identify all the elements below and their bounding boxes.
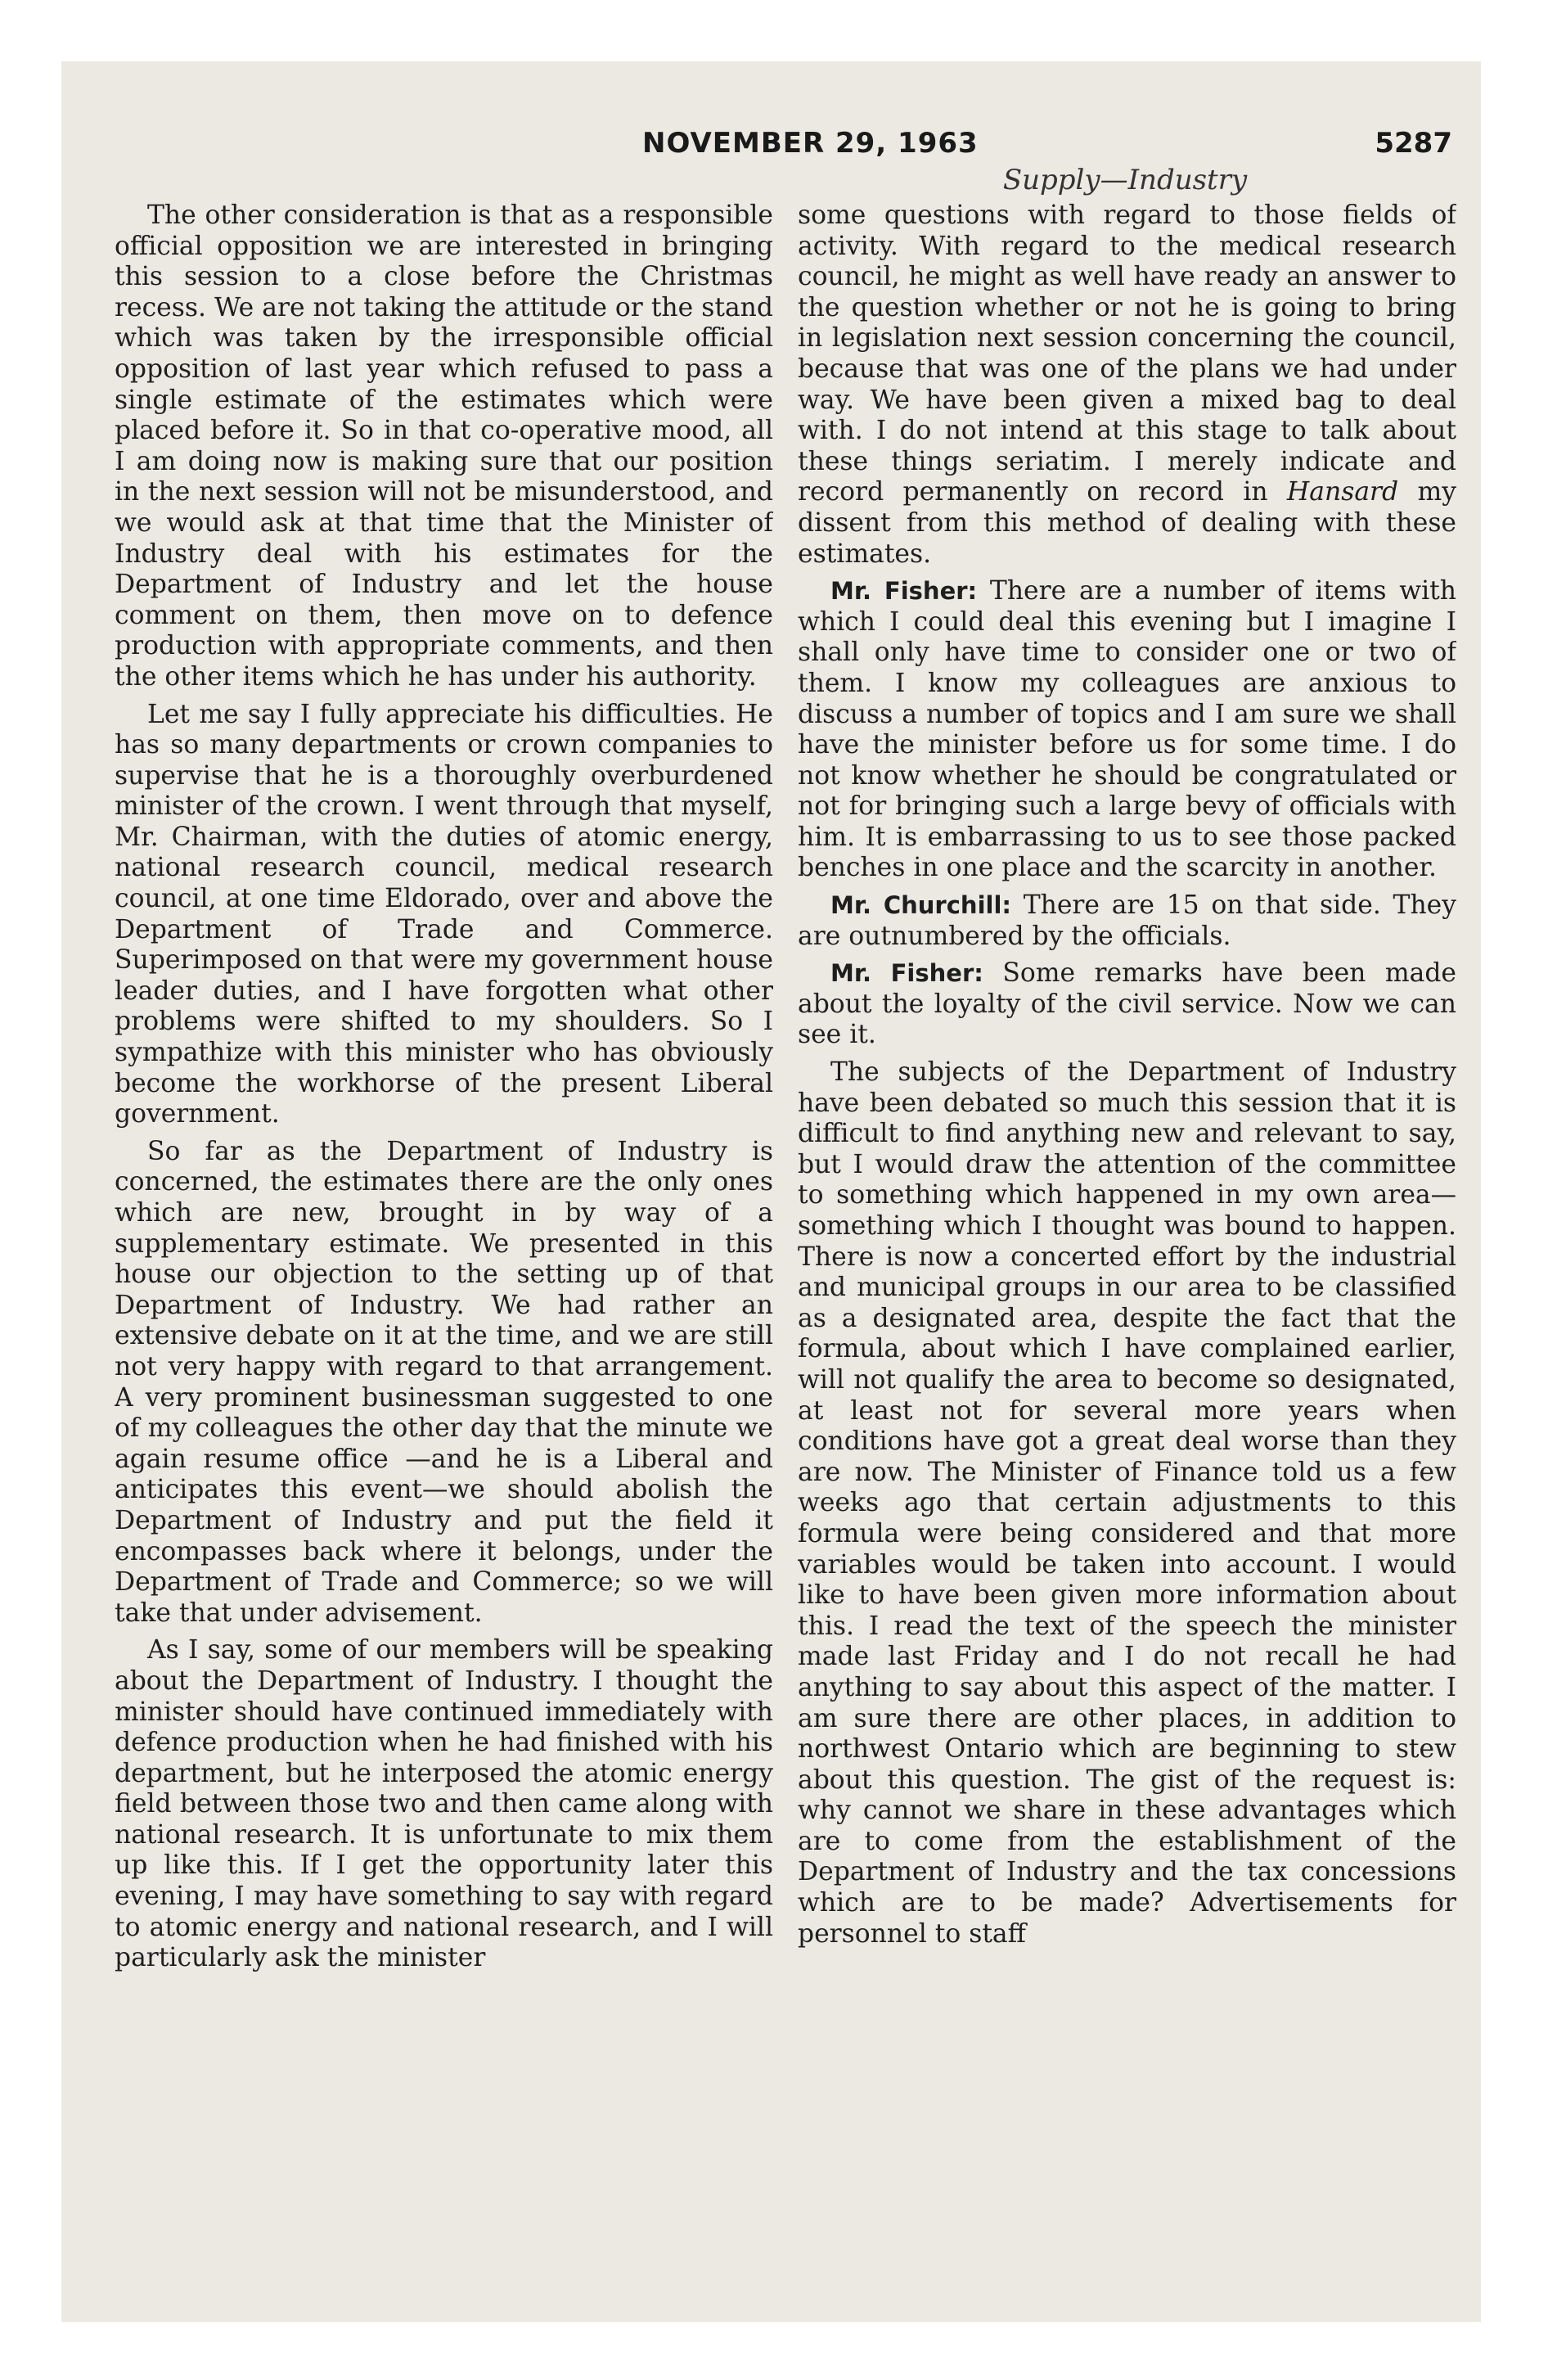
speaker-name: Mr. Fisher: xyxy=(830,959,983,988)
speaker-name: Mr. Fisher: xyxy=(830,577,978,606)
right-column xyxy=(798,201,1456,2279)
paragraph xyxy=(798,201,1456,570)
paragraph: The subjects of the Department of Industry have been debated so much this session that it is difficult to find anything new and relevant to say, but I would draw the attention of the committee to something which happened in my own area—something which I thought was bound to happen. There is now a concerted effort by the industrial and municipal groups in our area to be classified as a designated area, despite the fact that the formula, about which I have complained earlier, will not qualify the area to become so designated, at least not for several more years when conditions have got a great deal worse than they are now. The Minister of Finance told us a few weeks ago that certain adjustments to this formula were being considered and that more variables would be taken into account. I would like to have been given more information about this. I read the text of the speech the minister made last Friday and I do not recall he had anything to say about this aspect of the matter. I am sure there are other places, in addition to northwest Ontario which are beginning to stew about this question. The gist of the request is: why cannot we share in these advantages which are to come from the establishment of the Department of Industry and the tax concessions which are to be made? Advertisements for personnel to staff xyxy=(798,1057,1456,1949)
paragraph: So far as the Department of Industry is concerned, the estimates there are the only ones which are new, brought in by way of a supplementary estimate. We presented in this house our objection to the setting up of that Department of Industry. We had rather an extensive debate on it at the time, and we are still not very happy with regard to that arrangement. A very prominent businessman suggested to one of my colleagues the other day that the minute we again resume office —and he is a Liberal and anticipates this event—we should abolish the Department of Industry and put the field it encompasses back where it belongs, under the Department of Trade and Commerce; so we will take that under advisement. xyxy=(115,1136,773,1628)
left-column xyxy=(115,201,773,2279)
speaker-name: Mr. Churchill: xyxy=(830,891,1011,920)
page-header xyxy=(61,127,1452,168)
paragraph xyxy=(798,958,1456,1051)
speech-text: There are a number of items with which I could deal this evening but I imagine I shall only have time to consider one or two of them. I know my colleagues are anxious to discuss a number of topics and I am sure we shall have the minister before us for some time. I do not know whether he should be congratulated or not for bringing such a large bevy of officials with him. It is embarrassing to us to see those packed benches in one place and the scarcity in another. xyxy=(798,576,1456,883)
running-head: Supply—Industry xyxy=(1002,164,1248,196)
hansard-italic: Hansard xyxy=(1286,477,1399,507)
paragraph: As I say, some of our members will be speaking about the Department of Industry. I thought the minister should have continued immediately with defence production when he had finished with his department, but he interposed the atomic energy field between those two and then came along with national research. It is unfortunate to mix them up like this. If I get the opportunity later this evening, I may have something to say with regard to atomic energy and national research, and I will particularly ask the minister xyxy=(115,1635,773,1973)
page-number: 5287 xyxy=(1375,127,1452,160)
paragraph: Let me say I fully appreciate his difficulties. He has so many departments or crown companies to supervise that he is a thoroughly overburdened minister of the crown. I went through that myself, Mr. Chairman, with the duties of atomic energy, national research council, medical research council, at one time Eldorado, over and above the Department of Trade and Commerce. Superimposed on that were my government house leader duties, and I have forgotten what other problems were shifted to my shoulders. So I sympathize with this minister who has obviously become the workhorse of the present Liberal government. xyxy=(115,699,773,1129)
paragraph-text: my dissent from this method of dealing with these estimates. xyxy=(798,477,1456,569)
paragraph xyxy=(798,576,1456,884)
paragraph-text: some questions with regard to those fields of activity. With regard to the medical research council, he might as well have ready an answer to the question whether or not he is going to bring in legislation next session concerning the council, because that was one of the plans we had under way. We have been given a mixed bag to deal with. I do not intend at this stage to talk about these things seriatim. I merely indicate and record permanently on record in xyxy=(798,201,1456,507)
paragraph: The other consideration is that as a responsible official opposition we are interested in bringing this session to a close before the Christmas recess. We are not taking the attitude or the stand which was taken by the irresponsible official opposition of last year which refused to pass a single estimate of the estimates which were placed before it. So in that co-operative mood, all I am doing now is making sure that our position in the next session will not be misunderstood, and we would ask at that time that the Minister of Industry deal with his estimates for the Department of Industry and let the house comment on them, then move on to defence production with appropriate comments, and then the other items which he has under his authority. xyxy=(115,201,773,692)
paragraph xyxy=(798,890,1456,952)
header-date: NOVEMBER 29, 1963 xyxy=(642,127,979,160)
speech-text: There are 15 on that side. They are outnumbered by the officials. xyxy=(798,890,1456,951)
speech-text: Some remarks have been made about the loyalty of the civil service. Now we can see it. xyxy=(798,958,1456,1050)
